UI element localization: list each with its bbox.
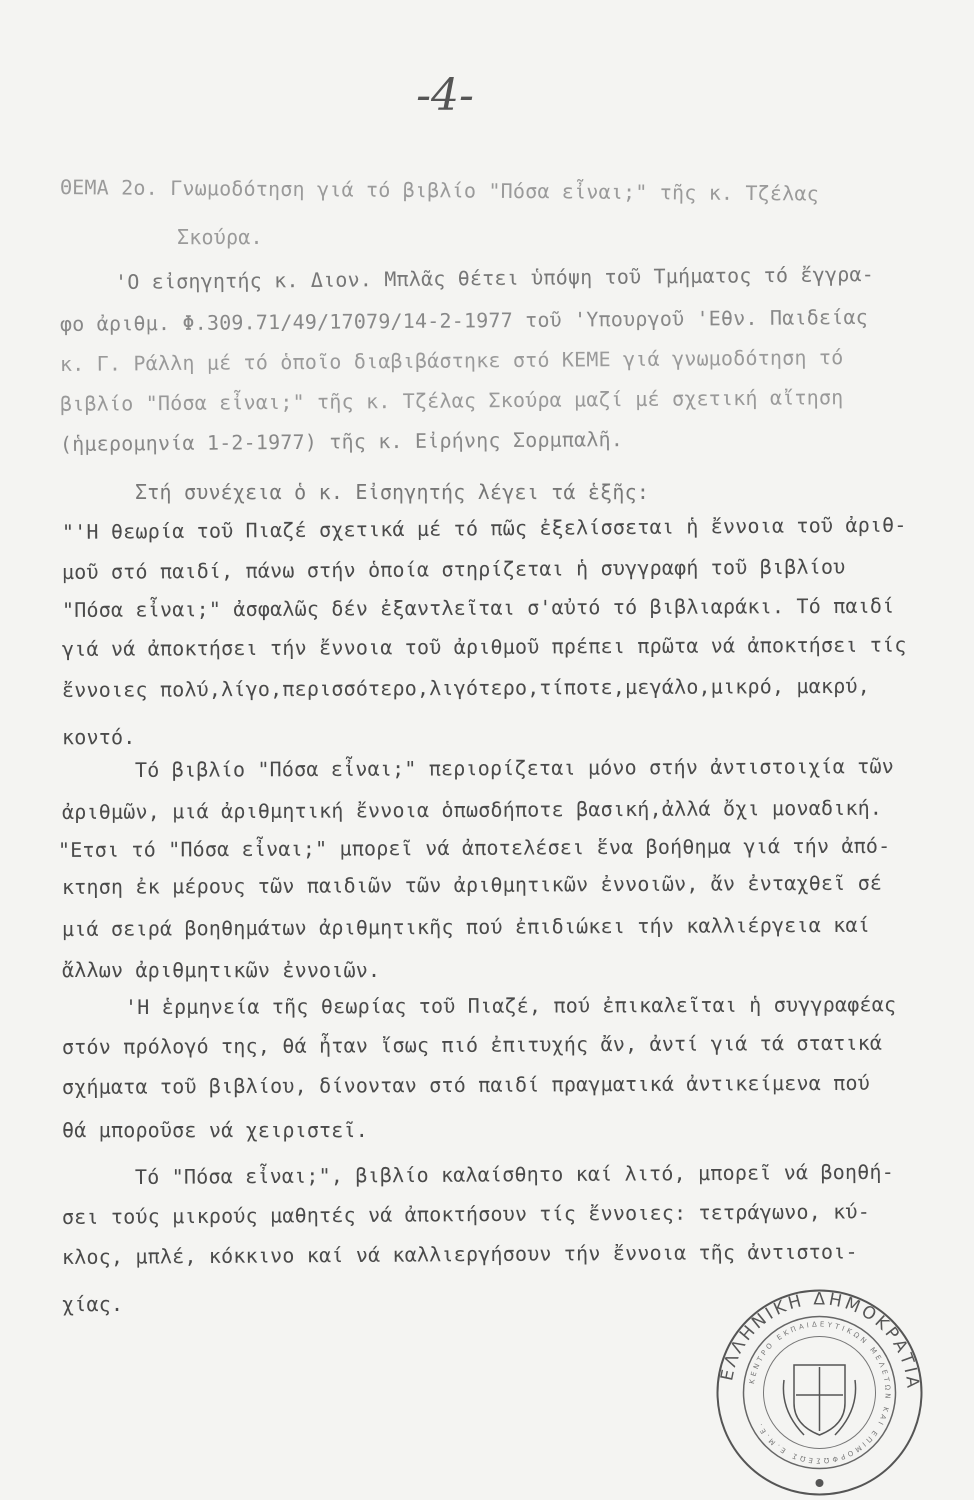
svg-text:ΚΕΝΤΡΟ ΕΚΠΑΙΔΕΥΤΙΚΩΝ ΜΕΛΕΤΩΝ Κ: ΚΕΝΤΡΟ ΕΚΠΑΙΔΕΥΤΙΚΩΝ ΜΕΛΕΤΩΝ ΚΑΙ ΕΠΙΜΟΡΦΩΣΕΩΣ Ε.Μ.Ε.: [748, 1320, 892, 1465]
text-line: 'Η ἑρμηνεία τῆς θεωρίας τοῦ Πιαζέ, πού ἐπικαλεῖται ἡ συγγραφέας: [124, 992, 897, 1019]
text-line: (ἡμερομηνία 1-2-1977) τῆς κ. Εἰρήνης Σορμπαλῆ.: [59, 427, 624, 456]
text-line: θά μποροῦσε νά χειριστεῖ.: [62, 1118, 369, 1142]
text-line: κ. Γ. Ράλλη μέ τό ὁποῖο διαβιβάστηκε στό ΚΕΜΕ γιά γνωμοδότηση τό: [59, 345, 844, 376]
text-line: σει τούς μικρούς μαθητές νά ἀποκτήσουν τίς ἔννοιες: τετράγωνο, κύ-: [61, 1199, 870, 1229]
text-line: ἄλλων ἀριθμητικῶν ἐννοιῶν.: [62, 958, 381, 982]
text-line: χίας.: [62, 1292, 124, 1316]
text-line: "Ετσι τό "Πόσα εἶναι;" μπορεῖ νά ἀποτελέσει ἕνα βοήθημα γιά τήν ἀπό-: [57, 833, 891, 862]
topic-heading-cont: Σκούρα.: [177, 225, 263, 249]
text-line: κτηση ἐκ μέρους τῶν παιδιῶν τῶν ἀριθμητικῶν ἐννοιῶν, ἄν ἐνταχθεῖ σέ: [61, 870, 883, 899]
topic-heading: ΘΕΜΑ 2ο. Γνωμοδότηση γιά τό βιβλίο "Πόσα εἶναι;" τῆς κ. Τζέλας: [59, 175, 820, 206]
text-line: "Πόσα εἶναι;" ἀσφαλῶς δέν ἐξαντλεῖται σ'αὐτό τό βιβλιαράκι. Τό παιδί: [61, 593, 895, 622]
text-line: γιά νά ἀποκτήσει τήν ἔννοια τοῦ ἀριθμοῦ πρέπει πρῶτα νά ἀποκτήσει τίς: [61, 632, 907, 661]
coat-of-arms-icon: [783, 1365, 855, 1435]
text-line: φο ἀριθμ. Φ.309.71/49/17079/14-2-1977 τοῦ 'Υπουργοῦ 'Εθν. Παιδείας: [59, 304, 868, 336]
text-line: στόν πρόλογό της, θά ἦταν ἴσως πιό ἐπιτυχής ἄν, ἀντί γιά τά στατικά: [61, 1030, 883, 1059]
text-line: βιβλίο "Πόσα εἶναι;" τῆς κ. Τζέλας Σκούρα μαζί μέ σχετική αἴτηση: [59, 385, 844, 416]
svg-text:ΕΛΛΗΝΙΚΗ ΔΗΜΟΚΡΑΤΙΑ: ΕΛΛΗΝΙΚΗ ΔΗΜΟΚΡΑΤΙΑ: [717, 1289, 923, 1392]
official-seal-stamp: [712, 1285, 927, 1500]
text-line: "'Η θεωρία τοῦ Πιαζέ σχετικά μέ τό πῶς ἐξελίσσεται ἡ ἔννοια τοῦ ἀριθ-: [61, 512, 907, 544]
text-line: 'Ο εἰσηγητής κ. Διον. Μπλᾶς θέτει ὑπόψη τοῦ Τμήματος τό ἔγγρα-: [114, 262, 875, 294]
text-line: Στή συνέχεια ὁ κ. Εἰσηγητής λέγει τά ἑξῆς:: [135, 480, 650, 504]
text-line: ἀριθμῶν, μιά ἀριθμητική ἔννοια ὁπωσδήποτε βασική,ἀλλά ὄχι μοναδική.: [61, 795, 883, 824]
text-line: Τό "Πόσα εἶναι;", βιβλίο καλαίσθητο καί λιτό, μπορεῖ νά βοηθή-: [134, 1159, 895, 1189]
page-number: -4-: [416, 70, 474, 121]
text-line: ἔννοιες πολύ,λίγο,περισσότερο,λιγότερο,τίποτε,μεγάλο,μικρό, μακρύ,: [61, 673, 870, 702]
text-line: σχήματα τοῦ βιβλίου, δίνονταν στό παιδί πραγματικά ἀντικείμενα πού: [61, 1070, 870, 1099]
text-line: κλος, μπλέ, κόκκινο καί νά καλλιεργήσουν τήν ἔννοια τῆς ἀντιστοι-: [61, 1239, 858, 1269]
text-line: μιά σειρά βοηθημάτων ἀριθμητικῆς πού ἐπιδιώκει τήν καλλιέργεια καί: [61, 912, 870, 941]
text-line: μοῦ στό παιδί, πάνω στήν ὁποία στηρίζεται ἡ συγγραφή τοῦ βιβλίου: [61, 554, 846, 584]
text-line: Τό βιβλίο "Πόσα εἶναι;" περιορίζεται μόνο στήν ἀντιστοιχία τῶν: [134, 754, 895, 782]
text-line: κοντό.: [62, 725, 136, 749]
